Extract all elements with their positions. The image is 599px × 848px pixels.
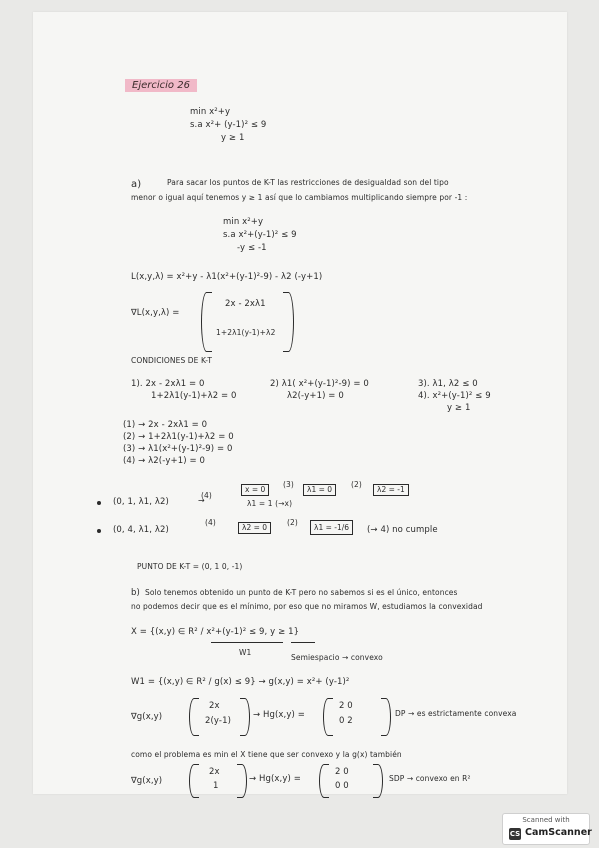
grad-g-right-paren	[240, 698, 250, 736]
case-1-alternative: λ1 = 1 (→x)	[247, 499, 293, 508]
conditions-title: CONDICIONES DE K-T	[131, 356, 213, 365]
equation-3: (3) → λ1(x²+(y-1)²-9) = 0	[123, 444, 233, 454]
hess-g-label: → Hg(x,y) =	[253, 710, 305, 720]
case-1-box-x: x = 0	[241, 484, 269, 496]
problem2-constraint-2: -y ≤ -1	[237, 243, 267, 253]
case-1-bullet	[97, 501, 101, 505]
grad-f-label: ∇g(x,y)	[131, 776, 163, 786]
camscanner-watermark	[502, 813, 590, 845]
case-2-step: (4)	[205, 518, 216, 527]
document-page	[33, 12, 567, 794]
problem2-objective: min x²+y	[223, 217, 264, 227]
condition-4a: 4). x²+(y-1)² ≤ 9	[418, 391, 491, 401]
case-2-point: (0, 4, λ1, λ2)	[113, 525, 169, 535]
gradient-row-2: 1+2λ1(y-1)+λ2	[216, 328, 276, 337]
problem-constraint-2: y ≥ 1	[221, 133, 245, 143]
case-1-box-l2: λ2 = -1	[373, 484, 409, 496]
condition-2b: λ2(-y+1) = 0	[287, 391, 344, 401]
part-a-label: a)	[131, 179, 142, 190]
part-a-intro-1: Para sacar los puntos de K-T las restricciones de desigualdad son del tipo	[167, 178, 449, 187]
case-1-step: (4)	[201, 491, 212, 500]
brace-halfspace-label: Semiespacio → convexo	[291, 653, 383, 662]
problem-objective: min x²+y	[190, 107, 231, 117]
hess-f-row-2: 0 0	[335, 781, 349, 791]
hess-g-result: DP → es estrictamente convexa	[395, 709, 517, 718]
grad-f-row-2: 1	[213, 781, 219, 791]
grad-f-right-paren	[237, 764, 247, 798]
gradient-row-1: 2x - 2xλ1	[225, 299, 266, 309]
part-a-intro-2: menor o igual aquí tenemos y ≥ 1 así que lo cambiamos multiplicando siempre por -1 :	[131, 193, 468, 202]
case-2-bullet	[97, 529, 101, 533]
hess-g-right-paren	[381, 698, 391, 736]
kt-point: PUNTO DE K-T = (0, 1 0, -1)	[137, 562, 243, 571]
gradient-right-paren	[283, 292, 294, 352]
hess-f-row-1: 2 0	[335, 767, 349, 777]
case-1-step-3: (2)	[351, 480, 362, 489]
grad-g-row-1: 2x	[209, 701, 220, 711]
case-1-arrow: →	[198, 496, 205, 505]
hess-g-row-2: 0 2	[339, 716, 353, 726]
equation-4: (4) → λ2(-y+1) = 0	[123, 456, 205, 466]
case-2-step-2: (2)	[287, 518, 298, 527]
grad-f-left-paren	[189, 764, 199, 798]
brace-w1-label: W1	[239, 648, 252, 657]
part-b-text-1: Solo tenemos obtenido un punto de K-T pero no sabemos si es el único, entonces	[145, 588, 458, 597]
since-text: como el problema es min el X tiene que ser convexo y la g(x) también	[131, 750, 402, 759]
case-1-box-l1: λ1 = 0	[303, 484, 336, 496]
grad-f-row-1: 2x	[209, 767, 220, 777]
grad-g-row-2: 2(y-1)	[205, 716, 231, 726]
brace-halfspace	[291, 642, 315, 643]
condition-2a: 2) λ1( x²+(y-1)²-9) = 0	[270, 379, 369, 389]
hess-f-label: → Hg(x,y) =	[249, 774, 301, 784]
grad-g-label: ∇g(x,y)	[131, 712, 163, 722]
problem2-constraint-1: s.a x²+(y-1)² ≤ 9	[223, 230, 297, 240]
part-b-label: b)	[131, 588, 140, 598]
hess-f-left-paren	[319, 764, 329, 798]
exercise-title: Ejercicio 26	[125, 79, 197, 92]
hess-g-left-paren	[323, 698, 333, 736]
hess-f-right-paren	[373, 764, 383, 798]
feasible-set-definition: X = {(x,y) ∈ R² / x²+(y-1)² ≤ 9, y ≥ 1}	[131, 627, 300, 637]
condition-1a: 1). 2x - 2xλ1 = 0	[131, 379, 205, 389]
watermark-name: CamScanner	[525, 827, 592, 838]
w1-definition: W1 = {(x,y) ∈ R² / g(x) ≤ 9} → g(x,y) = x²+ (y-1)²	[131, 677, 350, 687]
hess-g-row-1: 2 0	[339, 701, 353, 711]
lagrangian: L(x,y,λ) = x²+y - λ1(x²+(y-1)²-9) - λ2 (-y+1)	[131, 272, 323, 282]
case-2-result: (→ 4) no cumple	[367, 525, 438, 535]
condition-1b: 1+2λ1(y-1)+λ2 = 0	[151, 391, 237, 401]
gradient-label: ∇L(x,y,λ) =	[131, 308, 180, 318]
equation-1: (1) → 2x - 2xλ1 = 0	[123, 420, 208, 430]
part-b-text-2: no podemos decir que es el mínimo, por eso que no miramos W, estudiamos la convexidad	[131, 602, 483, 611]
condition-4b: y ≥ 1	[447, 403, 471, 413]
gradient-left-paren	[201, 292, 212, 352]
grad-g-left-paren	[189, 698, 199, 736]
problem-constraint-1: s.a x²+ (y-1)² ≤ 9	[190, 120, 267, 130]
watermark-top-text: Scanned with	[522, 816, 570, 824]
equation-2: (2) → 1+2λ1(y-1)+λ2 = 0	[123, 432, 234, 442]
camscanner-logo-icon: CS	[509, 830, 521, 838]
case-1-point: (0, 1, λ1, λ2)	[113, 497, 169, 507]
case-2-box-l2: λ2 = 0	[238, 522, 271, 534]
case-2-box-l1: λ1 = -1/6	[310, 520, 353, 535]
brace-w1	[211, 642, 283, 643]
hess-f-result: SDP → convexo en R²	[389, 774, 471, 783]
condition-3: 3). λ1, λ2 ≤ 0	[418, 379, 478, 389]
case-1-step-2: (3)	[283, 480, 294, 489]
